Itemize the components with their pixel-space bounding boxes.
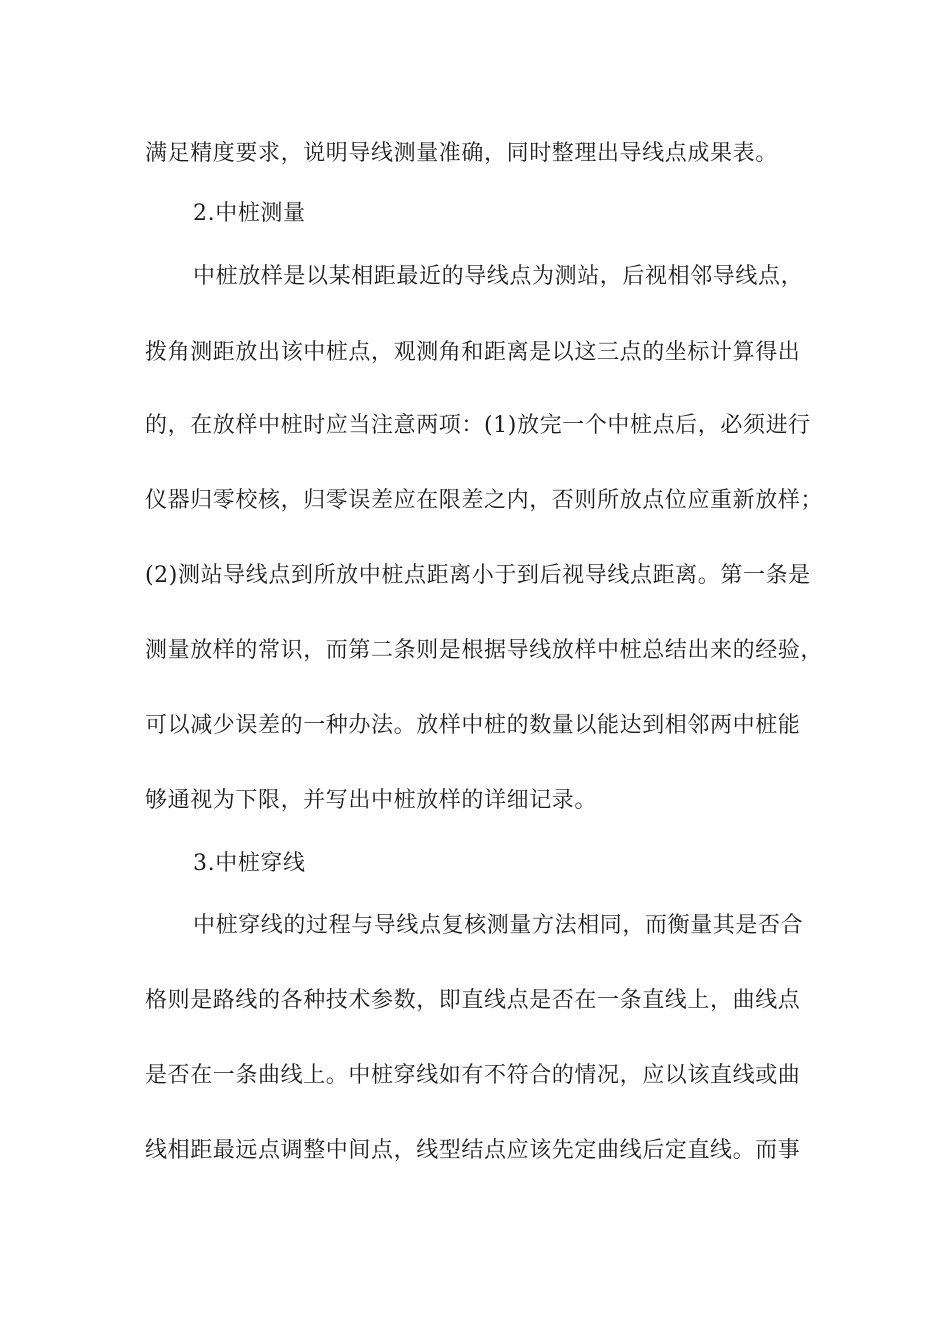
section-heading: 2.中桩测量 <box>193 201 306 226</box>
paragraph-line: 仪器归零校核，归零误差应在限差之内，否则所放点位应重新放样； <box>145 488 824 513</box>
paragraph-line: 是否在一条曲线上。中桩穿线如有不符合的情况，应以该直线或曲 <box>145 1063 801 1088</box>
paragraph-line: 格则是路线的各种技术参数，即直线点是否在一条直线上，曲线点 <box>145 988 801 1013</box>
paragraph-line: 够通视为下限，并写出中桩放样的详细记录。 <box>145 788 598 813</box>
paragraph-line: 的，在放样中桩时应当注意两项：(1)放完一个中桩点后，必须进行 <box>145 413 811 438</box>
paragraph-line: 线相距最远点调整中间点，线型结点应该先定曲线后定直线。而事 <box>145 1138 801 1163</box>
section-heading: 3.中桩穿线 <box>193 851 306 876</box>
paragraph-line: 测量放样的常识，而第二条则是根据导线放样中桩总结出来的经验， <box>145 638 824 663</box>
paragraph-line: 可以减少误差的一种办法。放样中桩的数量以能达到相邻两中桩能 <box>145 713 801 738</box>
paragraph-line: 中桩穿线的过程与导线点复核测量方法相同，而衡量其是否合 <box>193 913 804 938</box>
paragraph-line: 中桩放样是以某相距最近的导线点为测站，后视相邻导线点， <box>193 264 804 289</box>
paragraph-line: 拨角测距放出该中桩点，观测角和距离是以这三点的坐标计算得出 <box>145 340 801 365</box>
paragraph-line: (2)测站导线点到所放中桩点距离小于到后视导线点距离。第一条是 <box>145 563 811 588</box>
paragraph-line: 满足精度要求，说明导线测量准确，同时整理出导线点成果表。 <box>145 141 778 166</box>
